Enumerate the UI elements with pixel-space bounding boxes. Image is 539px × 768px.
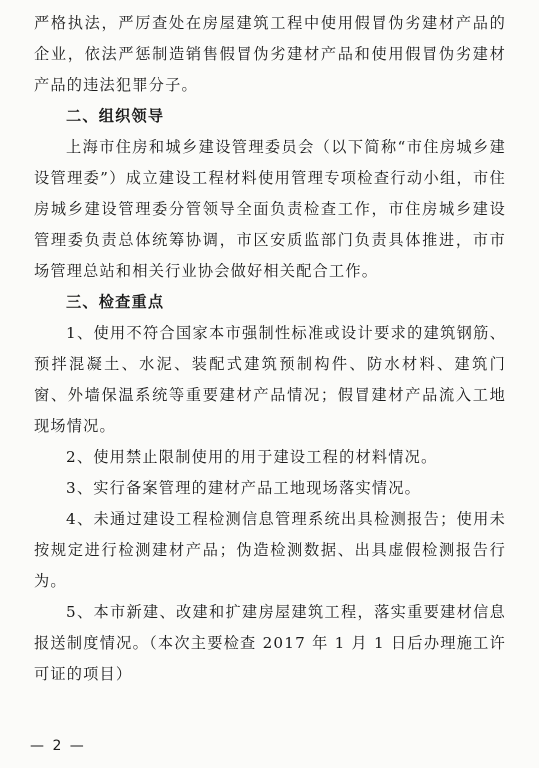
list-item: 2、使用禁止限制使用的用于建设工程的材料情况。 [66,448,438,466]
organization-paragraph: 上海市住房和城乡建设管理委员会（以下简称“市住房城乡建设管理委”）成立建设工程材料使用管理专项检查行动小组，市住房城乡建设管理委分管领导全面负责检查工作，市住房城乡建设管理委负责总体统筹协调，市区安质监部门负责具体推进，市市场管理总站和相关行业协会做好相关配合工作。 [34,138,506,280]
document-body [34,8,506,690]
page-number: — 2 — [30,738,86,754]
list-item: 3、实行备案管理的建材产品工地现场落实情况。 [66,479,422,497]
list-item: 1、使用不符合国家本市强制性标准或设计要求的建筑钢筋、预拌混凝土、水泥、装配式建筑预制构件、防水材料、建筑门窗、外墙保温系统等重要建材产品情况；假冒建材产品流入工地现场情况。 [34,324,506,435]
list-item: 4、未通过建设工程检测信息管理系统出具检测报告；使用未按规定进行检测建材产品；伪造检测数据、出具虚假检测报告行为。 [34,510,506,590]
list-item: 5、本市新建、改建和扩建房屋建筑工程，落实重要建材信息报送制度情况。（本次主要检查 2017 年 1 月 1 日后办理施工许可证的项目） [34,603,506,683]
section-heading-inspection-focus: 三、检查重点 [66,293,165,311]
intro-paragraph: 严格执法，严厉查处在房屋建筑工程中使用假冒伪劣建材产品的企业，依法严惩制造销售假冒伪劣建材产品和使用假冒伪劣建材产品的违法犯罪分子。 [34,14,506,94]
section-heading-organization: 二、组织领导 [66,107,165,125]
